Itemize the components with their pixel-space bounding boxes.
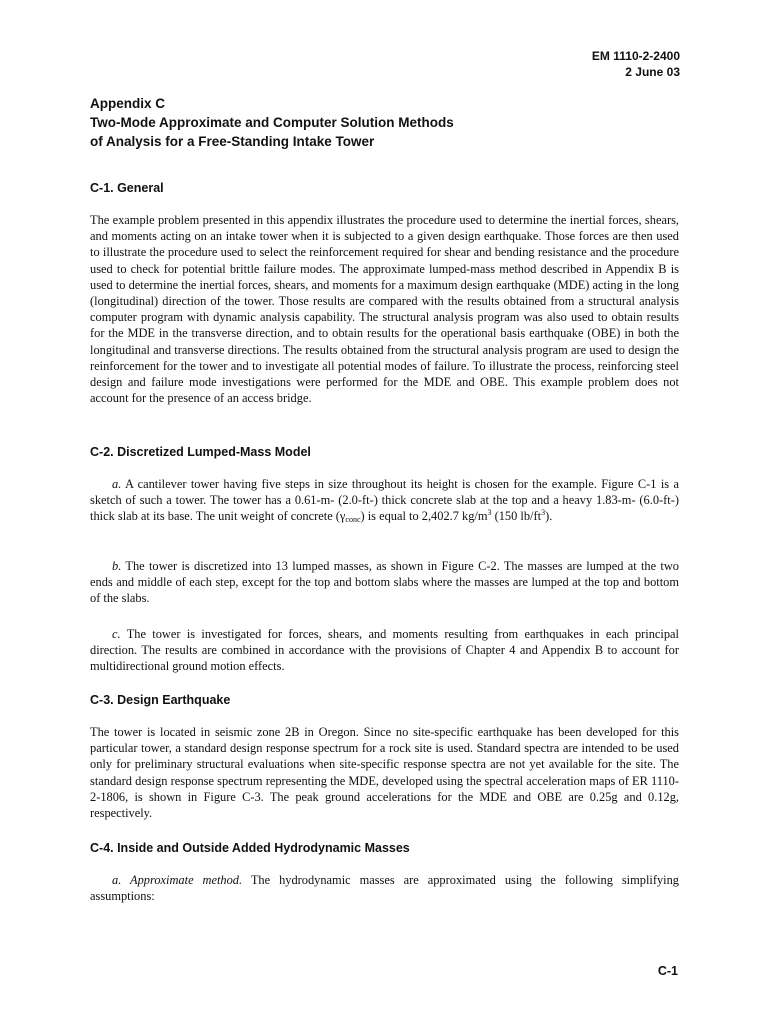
paragraph-label-b: b. — [112, 559, 122, 573]
title-line-1: Appendix C — [90, 96, 166, 111]
gamma-subscript: conc — [345, 515, 361, 525]
superscript-3: 3 — [487, 508, 492, 518]
paragraph-a-text-3: (150 lb/ft — [491, 509, 542, 524]
section-c2-paragraph-b — [90, 558, 679, 607]
title-line-2: Two-Mode Approximate and Computer Solution Methods — [90, 115, 454, 130]
paragraph-label-a-approximate-method: a. Approximate method. — [112, 873, 243, 887]
page-number: C-1 — [657, 964, 678, 978]
paragraph-a-text-1: A cantilever tower having five steps in size throughout its height is chosen for the example. Figure C-1 is a sketch of such a tower. The tower has a 0.61-m- (2.0-ft-) thick concrete slab at the top and a heavy 1.83-m- (6.0-ft-) thick slab at its base. The unit weight of concrete ( — [90, 477, 679, 524]
paragraph-label-c: c. — [112, 627, 121, 641]
section-c2-paragraph-a — [90, 476, 679, 529]
document-date: 2 June 03 — [625, 65, 680, 79]
section-heading-c2: C-2. Discretized Lumped-Mass Model — [90, 445, 311, 459]
section-c3-paragraph: The tower is located in seismic zone 2B in Oregon. Since no site-specific earthquake has been developed for this particular tower, a standard design response spectrum for a rock site is used. Standard spectra are intended to be used only for preliminary structural evaluations when site-specific response spectra are not yet available for the site. The standard design response spectrum representing the MDE, developed using the spectral acceleration maps of ER 1110-2-1806, is shown in Figure C-3. The peak ground accelerations for the MDE and OBE are 0.25g and 0.12g, respectively. — [90, 725, 679, 821]
paragraph-a-text-4: ). — [545, 509, 553, 524]
document-number: EM 1110-2-2400 — [591, 49, 680, 63]
section-c4-paragraph-a — [90, 872, 679, 904]
section-heading-c4: C-4. Inside and Outside Added Hydrodynamic Masses — [90, 841, 410, 855]
document-header — [592, 48, 680, 80]
section-c1-paragraph: The example problem presented in this appendix illustrates the procedure used to determine the inertial forces, shears, and moments acting on an intake tower when it is subjected to a given design earthquake. Those forces are then used to illustrate the procedure used to select the reinforcement required for shear and bending resistance and the procedure used to check for potential brittle failure modes. The approximate lumped-mass method described in Appendix B is used to determine the inertial forces, shears, and moments for a maximum design earthquake (MDE) acting in the long (longitudinal) direction of the tower. Those results are compared with the results obtained from a structural analysis computer program with dynamic analysis capability. The structural analysis program was also used to obtain results for the MDE in the transverse direction, and to obtain results for the operational basis earthquake (OBE) in both the longitudinal and transverse directions. The results obtained from the structural analysis program are used to design the reinforcement for the tower and to investigate all potential modes of failure. To illustrate the process, reinforcing steel design and failure mode investigations were performed for the MDE and OBE. This example problem does not account for the presence of an access bridge. — [90, 213, 679, 406]
section-heading-c3: C-3. Design Earthquake — [90, 693, 231, 707]
paragraph-b-text: The tower is discretized into 13 lumped masses, as shown in Figure C-2. The masses are lumped at the two ends and middle of each step, except for the top and bottom slabs where the masses are lumped at the top and bottom of the slabs. — [90, 559, 679, 606]
superscript-3: 3 — [541, 508, 546, 518]
section-c2-paragraph-c — [90, 626, 679, 675]
section-heading-c1: C-1. General — [90, 181, 164, 195]
paragraph-c-text: The tower is investigated for forces, shears, and moments resulting from earthquakes in each principal direction. The results are combined in accordance with the provisions of Chapter 4 and Appendix B to account for multidirectional ground motion effects. — [90, 627, 679, 674]
gamma-symbol: γ — [339, 509, 346, 524]
title-line-3: of Analysis for a Free-Standing Intake Tower — [90, 134, 375, 149]
paragraph-label-a: a. — [112, 477, 122, 491]
paragraph-a-text-2: ) is equal to 2,402.7 kg/m — [360, 509, 488, 524]
appendix-title — [90, 94, 690, 151]
paragraph-c4-a-text: The hydrodynamic masses are approximated using the following simplifying assumptions: — [90, 873, 679, 904]
